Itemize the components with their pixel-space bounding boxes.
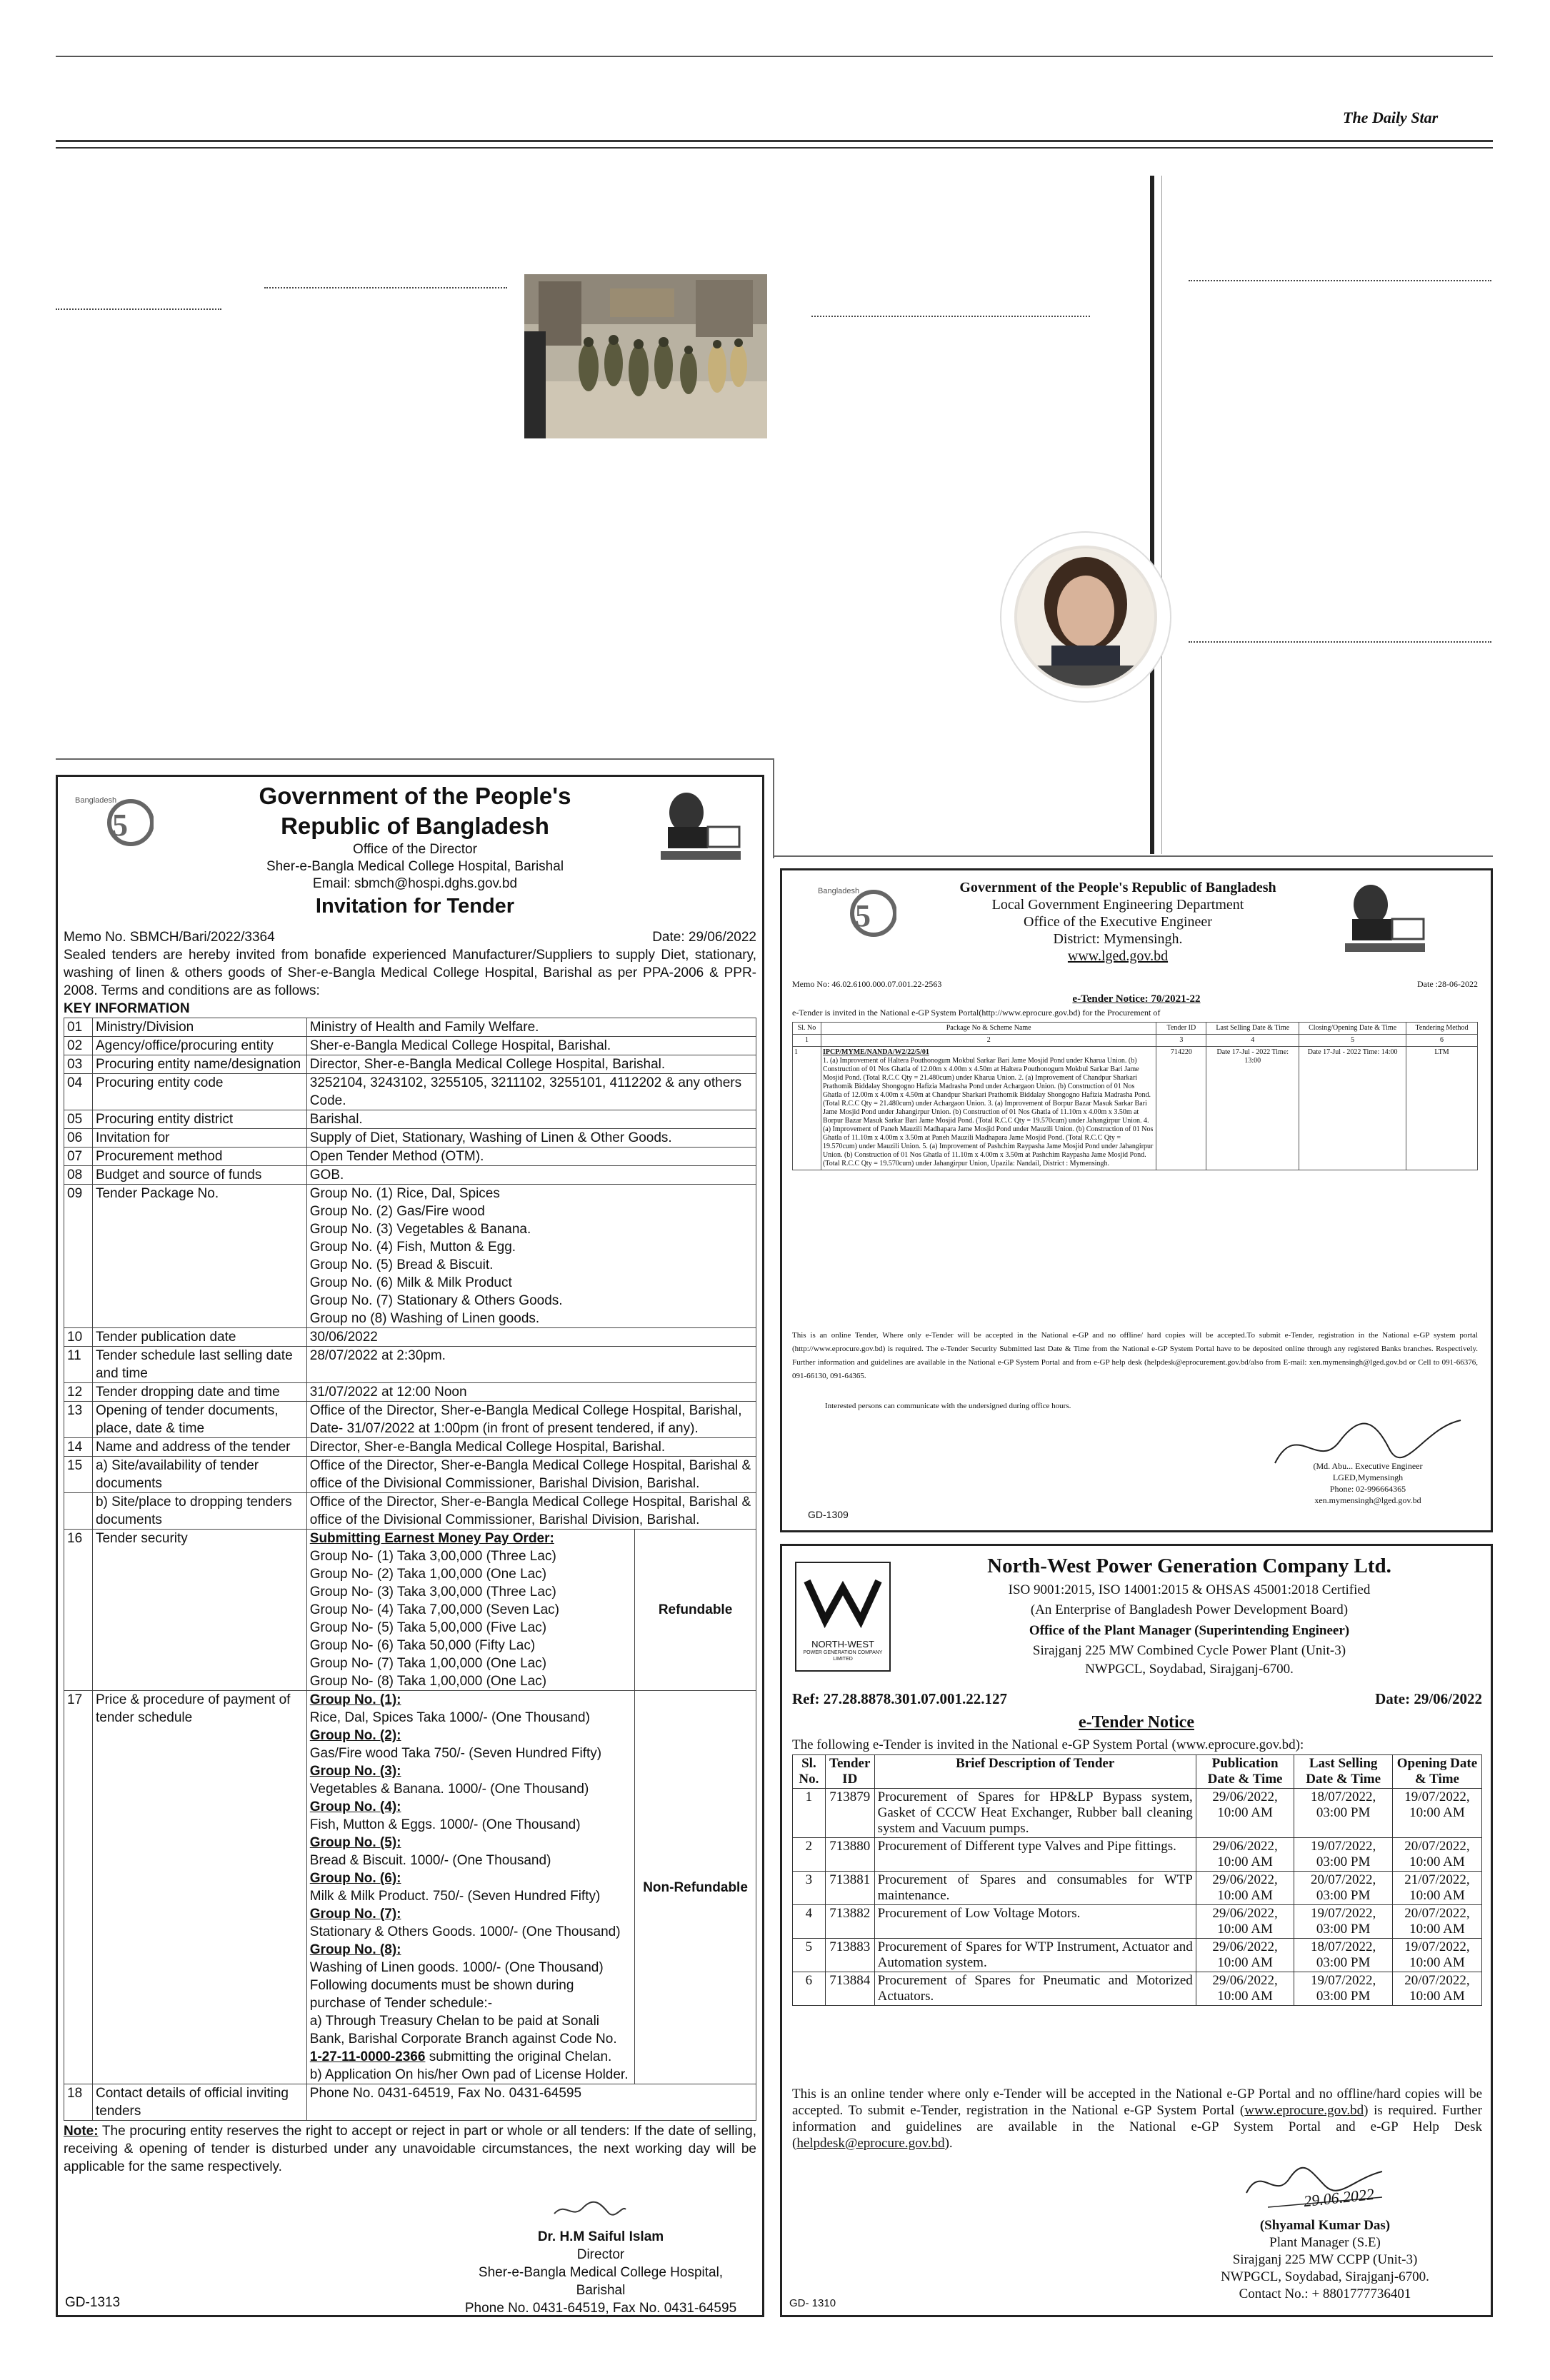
dotted-rule-3 — [811, 316, 1090, 317]
table-row: 13 Opening of tender documents, place, date & time Office of the Director, Sher-e-Bangla Medical College Hospital, Barishal, Date- 31/07/2022 at 1:00pm (in front of present tendered, if any). — [64, 1402, 756, 1438]
price-text: Fish, Mutton & Eggs. 1000/- (One Thousand) — [309, 1817, 581, 1832]
lged-table — [792, 1022, 1478, 1170]
gd-number: GD-1309 — [808, 1509, 849, 1520]
table-row: 12 Tender dropping date and time 31/07/2022 at 12:00 Noon — [64, 1383, 756, 1402]
column-header: Closing/Opening Date & Time — [1299, 1023, 1406, 1035]
table-row: 10 Tender publication date 30/06/2022 — [64, 1328, 756, 1347]
tender-ad-lged: Bangladesh 5 Government of the People's Republic of Bangladesh Local Government Engineering Department Office of the Executive Engineer District: Mymensingh. www.lged.gov.bd Memo No: 46.02.6100.000.07.001.22-2563 Date :28-06-2022 e-Tender Notice: 70/2021-22 e-Tender is invited in the National e-GP System Portal(http://www.eprocure.gov.bd) for the Procurement of Sl. No Package No & Scheme Name Tender ID Last Selling Date & Time Closing/Opening Date & Time Tendering Method 1 2 3 4 5 6 1 IPCP/MYME/NANDA/W2/22/5/01 1. (a) Improvement of Haltera Pouthonogum Mokbul Sarkar Bari Jame Mosjid Pond under Kharua Union. (b) Construction of 01 Nos Ghatla of 12.00m x 4.00m x 4.50m at Haltera Pouthonogum Mokbul Sarkar Bari Jame Mosjid Pond. (Total R.C.C Qty = 21.480cum) under Kharua Union. 2. (a) Improvement of Chandpur Sharkari Prathomik Biddalay Shongogno Hafizia Madrasha Pond under Achargaon Union. (b) Construction of 01 Nos Ghatla of 12.00m x 4.00m x 4.50m at Chandpur Sharkari Prathomik Biddalay Shongogno Hafizia Madrasha Pond. (Total R.C.C Qty = 21.480cum) under Achargaon Union. 3. (a) Improvement of Borpur Bazar Masuk Sarkar Bari Jame Mosjid Pond under Jahangirpur Union. (b) Construction of 01 Nos Ghatla of 11.10m x 4.00m x 3.50m at Borpur Bazar Masuk Sarkar Bari Jame Mosjid Pond. (Total R.C.C Qty = 19.570cum) under Jahangirpur Union. 4. (a) Improvement of Paneh Mauzili Madhapara Jame Mosjid Pond under Mauzili Union. (b) Construction of 01 Nos Ghatla of 11.10m x 4.00m x 3.50m at Paneh Mauzili Madhapara Jame Mosjid Pond. (Total R.C.C Qty = 19.570cum) under Mauzili Union. 5. (a) Improvement of Pashchim Raypasha Jame Mosjid Pond under Jahangirpur Union. (b) Construction of 01 Nos Ghatla of 11.10m x 4.00m x 3.50m at Pashchim Raypasha Jame Mosjid Pond. (Total R.C.C Qty = 19.570cum) under Jahangirpur Union, Upazila: Nandail, District : Mymensingh. 714220 Date 17-Jul - 2022 Time: 13:00 Date 17-Jul - 2022 Time: 14:00 LTM This is an online Tender, Where only e-Tender will be accepted in the National e-GP and no offline/ hard copies will be accepted.To submit e-Tender, registration in the National e-GP system portal (http://www.eprocure.gov.bd) is required. The e-Tender Security Submitted last Date & Time from the National e-GP System Portal have to be deposited online through any registered Banks branches. Respectively. Further information and guidelines are available in the National e-GP System Portal and from e-GP help desk (helpdesk@eprocurement.gov.bd/also from E-mail: xen.mymensingh@lged.gov.bd or Cell to 091-66376, 091-66130, 091-64365. Interested persons can communicate with the undersigned during office hours. (Md. Abu... Executive Engineer LGED,Mymensingh Phone: 02-996664365 xen.mymensingh@lged.gov.bd GD-1309 — [780, 868, 1493, 1532]
key-info-heading: KEY INFORMATION — [64, 1001, 190, 1016]
price-group: Group No. (7): — [309, 1907, 401, 1922]
govt-line1: Government of the People's — [259, 783, 571, 809]
office-line: Office of the Director — [353, 842, 477, 857]
price-text: Vegetables & Banana. 1000/- (One Thousand) — [309, 1782, 589, 1797]
news-photo-street — [524, 274, 767, 438]
column-header: Brief Description of Tender — [874, 1755, 1196, 1789]
column-header: Opening Date & Time — [1392, 1755, 1481, 1789]
non-refundable-label: Non-Refundable — [635, 1691, 756, 2084]
package-item: Group No. (2) Gas/Fire wood — [309, 1204, 485, 1219]
mujib-portrait-icon — [1342, 876, 1428, 955]
price-text: Rice, Dal, Spices Taka 1000/- (One Thousand) — [309, 1710, 590, 1725]
table-row: b) Site/place to dropping tenders documents Office of the Director, Sher-e-Bangla Medical College Hospital, Barishal & office of the Divisional Commissioner, Barishal Division, Barishal. — [64, 1493, 756, 1530]
govt-line2: Republic of Bangladesh — [281, 813, 549, 839]
vertical-divider — [1150, 176, 1154, 854]
price-group: Group No. (2): — [309, 1728, 401, 1743]
refundable-label: Refundable — [635, 1530, 756, 1691]
security-item: Group No- (6) Taka 50,000 (Fifty Lac) — [309, 1638, 536, 1653]
table-row: 03 Procuring entity name/designation Director, Sher-e-Bangla Medical College Hospital, Barishal. — [64, 1055, 756, 1074]
table-row: 08 Budget and source of funds GOB. — [64, 1166, 756, 1185]
table-row: 05 Procuring entity district Barishal. — [64, 1110, 756, 1129]
table-row: 6 713884 Procurement of Spares for Pneumatic and Motorized Actuators. 29/06/2022, 10:00 AM 19/07/2022, 03:00 PM 20/07/2022, 10:00 AM — [793, 1972, 1482, 2006]
table-row: 18 Contact details of official inviting tenders Phone No. 0431-64519, Fax No. 0431-64595 — [64, 2084, 756, 2121]
package-item: Group No. (6) Milk & Milk Product — [309, 1275, 512, 1290]
security-item: Group No- (4) Taka 7,00,000 (Seven Lac) — [309, 1602, 560, 1617]
table-row: 01 Ministry/Division Ministry of Health and Family Welfare. — [64, 1018, 756, 1037]
security-heading: Submitting Earnest Money Pay Order: — [309, 1531, 554, 1546]
dotted-rule-5 — [1189, 641, 1491, 643]
column-header: Package No & Scheme Name — [821, 1023, 1156, 1035]
table-row: 09 Tender Package No. Group No. (1) Rice, Dal, Spices Group No. (2) Gas/Fire wood Group No. (3) Vegetables & Banana. Group No. (4) Fish, Mutton & Egg. Group No. (5) Bread & Biscuit. Group No. (6) Milk & Milk Product Group No. (7) Stationary & Others Goods. Group no (8) Washing of Linen goods. — [64, 1185, 756, 1328]
table-row: 16 Tender security Submitting Earnest Money Pay Order: Group No- (1) Taka 3,00,000 (Three Lac) Group No- (2) Taka 1,00,000 (One Lac) Group No- (3) Taka 3,00,000 (Three Lac) Group No- (4) Taka 7,00,000 (Seven Lac) Group No- (5) Taka 5,00,000 (Five Lac) Group No- (6) Taka 50,000 (Fifty Lac) Group No- (7) Taka 1,00,000 (One Lac) Group No- (8) Taka 1,00,000 (One Lac) Refundable — [64, 1530, 756, 1691]
signatory-name: Dr. H.M Saiful Islam — [537, 2229, 664, 2244]
lged-website: www.lged.gov.bd — [1067, 948, 1169, 964]
svg-text:Bangladesh: Bangladesh — [818, 887, 860, 895]
table-row: 14 Name and address of the tender Director, Sher-e-Bangla Medical College Hospital, Barishal. — [64, 1438, 756, 1457]
column-number: 4 — [1206, 1035, 1299, 1047]
package-item: Group No. (1) Rice, Dal, Spices — [309, 1186, 500, 1201]
package-item: Group No. (4) Fish, Mutton & Egg. — [309, 1240, 516, 1255]
table-row: 02 Agency/office/procuring entity Sher-e-Bangla Medical College Hospital, Barishal. — [64, 1037, 756, 1055]
price-group: Group No. (8): — [309, 1942, 401, 1957]
hospital-line: Sher-e-Bangla Medical College Hospital, Barishal — [266, 859, 564, 874]
price-group: Group No. (6): — [309, 1871, 401, 1886]
bangladesh-50-logo — [818, 878, 896, 942]
column-number: 6 — [1406, 1035, 1478, 1047]
table-row: 3 713881 Procurement of Spares and consumables for WTP maintenance. 29/06/2022, 10:00 AM 20/07/2022, 03:00 PM 21/07/2022, 10:00 AM — [793, 1872, 1482, 1905]
nwpgcl-logo: NORTH-WEST POWER GENERATION COMPANY LIMITED — [795, 1562, 891, 1672]
tender-title: Invitation for Tender — [315, 895, 515, 918]
masthead-rule-2 — [56, 147, 1493, 149]
column-header: Last Selling Date & Time — [1294, 1755, 1393, 1789]
security-item: Group No- (1) Taka 3,00,000 (Three Lac) — [309, 1549, 556, 1564]
price-text: Milk & Milk Product. 750/- (Seven Hundred Fifty) — [309, 1889, 601, 1904]
masthead-rule-1 — [56, 140, 1493, 142]
svg-text:Bangladesh: Bangladesh — [75, 796, 117, 805]
dotted-rule-4 — [1189, 280, 1491, 281]
eprocure-link[interactable]: www.eprocure.gov.bd — [1244, 2103, 1364, 2118]
price-text: Bread & Biscuit. 1000/- (One Thousand) — [309, 1853, 551, 1868]
signature-date: 29.06.2022 — [1302, 2184, 1375, 2211]
email-line: Email: sbmch@hospi.dghs.gov.bd — [312, 876, 518, 891]
column-number: 2 — [821, 1035, 1156, 1047]
ad-vrule — [773, 758, 774, 858]
column-number: 5 — [1299, 1035, 1406, 1047]
table-row: 1 IPCP/MYME/NANDA/W2/22/5/01 1. (a) Improvement of Haltera Pouthonogum Mokbul Sarkar Bari Jame Mosjid Pond under Kharua Union. (b) Construction of 01 Nos Ghatla of 12.00m x 4.00m x 4.50m at Haltera Pouthonogum Mokbul Sarkar Bari Jame Mosjid Pond. (Total R.C.C Qty = 21.480cum) under Kharua Union. 2. (a) Improvement of Chandpur Sharkari Prathomik Biddalay Shongogno Hafizia Madrasha Pond under Achargaon Union. (b) Construction of 01 Nos Ghatla of 12.00m x 4.00m x 4.50m at Chandpur Sharkari Prathomik Biddalay Shongogno Hafizia Madrasha Pond. (Total R.C.C Qty = 21.480cum) under Achargaon Union. 3. (a) Improvement of Borpur Bazar Masuk Sarkar Bari Jame Mosjid Pond under Jahangirpur Union. (b) Construction of 01 Nos Ghatla of 11.10m x 4.00m x 3.50m at Borpur Bazar Masuk Sarkar Bari Jame Mosjid Pond. (Total R.C.C Qty = 19.570cum) under Jahangirpur Union. 4. (a) Improvement of Paneh Mauzili Madhapara Jame Mosjid Pond under Mauzili Union. (b) Construction of 01 Nos Ghatla of 11.10m x 4.00m x 3.50m at Paneh Mauzili Madhapara Jame Mosjid Pond. (Total R.C.C Qty = 19.570cum) under Mauzili Union. 5. (a) Improvement of Pashchim Raypasha Jame Mosjid Pond under Jahangirpur Union. (b) Construction of 01 Nos Ghatla of 11.10m x 4.00m x 3.50m at Pashchim Raypasha Jame Mosjid Pond. (Total R.C.C Qty = 19.570cum) under Jahangirpur Union, Upazila: Nandail, District : Mymensingh. 714220 Date 17-Jul - 2022 Time: 13:00 Date 17-Jul - 2022 Time: 14:00 LTM — [793, 1047, 1478, 1170]
price-text: Washing of Linen goods. 1000/- (One Thousand) — [309, 1960, 604, 1975]
key-info-table — [64, 1018, 756, 2121]
package-item: Group No. (3) Vegetables & Banana. — [309, 1222, 531, 1237]
gd-number: GD-1313 — [65, 2295, 121, 2310]
ad-top-rule-right — [773, 855, 1493, 857]
price-text: Stationary & Others Goods. 1000/- (One Thousand) — [309, 1924, 621, 1939]
tender-ad-sbmch: Bangladesh 5 Government of the People's Republic of Bangladesh Office of the Director Sher-e-Bangla Medical College Hospital, Barishal Email: sbmch@hospi.dghs.gov.bd Invitation for Tender Memo No. SBMCH/Bari/2022/3364 Date: 29/06/2022 Sealed tenders are hereby invited from bonafide experienced Manufacturer/Suppliers to supply Diet, stationary, washing of linen & others goods of Sher-e-Bangla Medical College Hospital, Barishal as per PPA-2006 & PPR-2008. Terms and conditions are as follows: KEY INFORMATION 01 Ministry/Division Ministry of Health and Family Welfare. 02 Agency/office/procuring entity Sher-e-Bangla Medical College Hospital, Barishal. 03 Procuring entity name/designation Director, Sher-e-Bangla Medical College Hospital, Barishal. 04 Procuring entity code 3252104, 3243102, 3255105, 3211102, 3255101, 4112202 & any others Code. 05 Procuring entity district Barishal. 06 Invitation for Supply of Diet, Stationary, Washing of Linen & Other Goods. 07 Procurement method Open Tender Method (OTM). 08 Budget and source of funds GOB. 09 Tender Package No. Group No. (1) Rice, Dal, Spices Group No. (2) Gas/Fire wood Group No. (3) Vegetables & Banana. Group No. (4) Fish, Mutton & Egg. Group No. (5) Bread & Biscuit. Group No. (6) Milk & Milk Product Group No. (7) Stationary & Others Goods. Group no (8) Washing of Linen goods. 10 Tender publication date 30/06/2022 11 Tender schedule last selling date and time 28/07/2022 at 2:30pm. 12 Tender dropping date and time 31/07/2022 at 12:00 Noon 13 Opening of tender documents, place, date & time Office of the Director, Sher-e-Bangla Medical College Hospital, Barishal, Date- 31/07/2022 at 1:00pm (in front of present tendered, if any). 14 Name and address of the tender Director, Sher-e-Bangla Medical College Hospital, Barishal. 15 a) Site/availability of tender documents Office of the Director, Sher-e-Bangla Medical College Hospital, Barishal & office of the Divisional Commissioner, Barishal Division, Barishal. b) Site/place to dropping tenders documents Office of the Director, Sher-e-Bangla Medical College Hospital, Barishal & office of the Divisional Commissioner, Barishal Division, Barishal. 16 Tender security Submitting Earnest Money Pay Order: Group No- (1) Taka 3,00,000 (Three Lac) Group No- (2) Taka 1,00,000 (One Lac) Group No- (3) Taka 3,00,000 (Three Lac) Group No- (4) Taka 7,00,000 (Seven Lac) Group No- (5) Taka 5,00,000 (Five Lac) Group No- (6) Taka 50,000 (Fifty Lac) Group No- (7) Taka 1,00,000 (One Lac) Group No- (8) Taka 1,00,000 (One Lac) Refundable 17 Price & procedure of payment of tender schedule Group No. (1): Rice, Dal, Spices Taka 1000/- (One Thousand) Group No. (2): Gas/Fire wood Taka 750/- (Seven Hundred Fifty) Group No. (3): Vegetables & Banana. 1000/- (One Thousand) Group No. (4): Fish, Mutton & Eggs. 1000/- (One Thousand) Group No. (5): Bread & Biscuit. 1000/- (One Thousand) Group No. (6): Milk & Milk Product. 750/- (Seven Hundred Fifty) Group No. (7): Stationary & Others Goods. 1000/- (One Thousand) Group No. (8): Washing of Linen goods. 1000/- (One Thousand) Following documents must be shown during purchase of Tender schedule:- a) Through Treasury Chelan to be paid at Sonali Bank, Barishal Corporate Branch against Code No. 1-27-11-0000-2366 submitting the original Chelan. b) Application On his/her Own pad of License Holder. Non-Refundable 18 Contact details of official inviting tenders Phone No. 0431-64519, Fax No. 0431-64595 Note: The procuring entity reserves the right to accept or reject in part or whole or all tenders: If the date of selling, receiving & opening of tender is disturbed under any unavoidable circumstances, the next working day will be applicable for the same respectively. Dr. H.M Saiful Islam Director Sher-e-Bangla Medical College Hospital, Barishal Phone No. 0431-64519, Fax No. 0431-64595 GD-1313 — [56, 775, 764, 2317]
memo-no: Memo No. SBMCH/Bari/2022/3364 — [64, 930, 275, 945]
tender-intro: Sealed tenders are hereby invited from bonafide experienced Manufacturer/Suppliers to supply Diet, stationary, washing of linen & others goods of Sher-e-Bangla Medical College Hospital, Barishal as per PPA-2006 & PPR-2008. Terms and conditions are as follows: — [64, 948, 756, 998]
table-row: 1 713879 Procurement of Spares for HP&LP Bypass system, Gasket of CCCW Heat Exchanger, Rubber ball cleaning system and Vacuum pumps. 29/06/2022, 10:00 AM 18/07/2022, 03:00 PM 19/07/2022, 10:00 AM — [793, 1789, 1482, 1838]
column-number: 1 — [793, 1035, 821, 1047]
package-item: Group no (8) Washing of Linen goods. — [309, 1311, 540, 1326]
bangladesh-50-logo — [75, 787, 154, 851]
price-text: Gas/Fire wood Taka 750/- (Seven Hundred Fifty) — [309, 1746, 602, 1761]
ad-top-rule — [56, 758, 773, 760]
portrait-photo-circle — [1001, 533, 1170, 701]
svg-text:5: 5 — [112, 808, 128, 843]
helpdesk-link[interactable]: helpdesk@eprocure.gov.bd — [796, 2136, 945, 2151]
column-header: Last Selling Date & Time — [1206, 1023, 1299, 1035]
column-header: Tender ID — [825, 1755, 874, 1789]
memo-date: Date: 29/06/2022 — [652, 930, 756, 945]
table-row: 11 Tender schedule last selling date and time 28/07/2022 at 2:30pm. — [64, 1347, 756, 1383]
security-item: Group No- (5) Taka 5,00,000 (Five Lac) — [309, 1620, 547, 1635]
price-group: Group No. (1): — [309, 1692, 401, 1707]
column-header: Sl. No. — [793, 1755, 826, 1789]
nwpgcl-table — [792, 1754, 1482, 2006]
note-text: Note: The procuring entity reserves the right to accept or reject in part or whole or all tenders: If the date of selling, receiving & opening of tender is disturbed under any unavoidable circumstances, the next working day will be applicable for the same respectively. — [64, 2124, 756, 2174]
price-group: Group No. (5): — [309, 1835, 401, 1850]
nwpgcl-title: North-West Power Generation Company Ltd. — [987, 1555, 1391, 1577]
security-item: Group No- (3) Taka 3,00,000 (Three Lac) — [309, 1585, 556, 1600]
column-header: Publication Date & Time — [1196, 1755, 1294, 1789]
top-rule — [56, 56, 1493, 57]
gd-number: GD- 1310 — [789, 2297, 836, 2309]
column-number: 3 — [1156, 1035, 1206, 1047]
security-item: Group No- (7) Taka 1,00,000 (One Lac) — [309, 1656, 547, 1671]
table-row: 17 Price & procedure of payment of tender schedule Group No. (1): Rice, Dal, Spices Taka 1000/- (One Thousand) Group No. (2): Gas/Fire wood Taka 750/- (Seven Hundred Fifty) Group No. (3): Vegetables & Banana. 1000/- (One Thousand) Group No. (4): Fish, Mutton & Eggs. 1000/- (One Thousand) Group No. (5): Bread & Biscuit. 1000/- (One Thousand) Group No. (6): Milk & Milk Product. 750/- (Seven Hundred Fifty) Group No. (7): Stationary & Others Goods. 1000/- (One Thousand) Group No. (8): Washing of Linen goods. 1000/- (One Thousand) Following documents must be shown during purchase of Tender schedule:- a) Through Treasury Chelan to be paid at Sonali Bank, Barishal Corporate Branch against Code No. 1-27-11-0000-2366 submitting the original Chelan. b) Application On his/her Own pad of License Holder. Non-Refundable — [64, 1691, 756, 2084]
dotted-rule-1 — [56, 308, 221, 310]
table-row: 2 713880 Procurement of Different type Valves and Pipe fittings. 29/06/2022, 10:00 AM 19/07/2022, 03:00 PM 20/07/2022, 10:00 AM — [793, 1838, 1482, 1872]
price-group: Group No. (4): — [309, 1799, 401, 1814]
table-row: 5 713883 Procurement of Spares for WTP Instrument, Actuator and Automation system. 29/06/2022, 10:00 AM 18/07/2022, 03:00 PM 19/07/2022, 10:00 AM — [793, 1939, 1482, 1972]
package-item: Group No. (7) Stationary & Others Goods. — [309, 1293, 563, 1308]
table-row: 04 Procuring entity code 3252104, 3243102, 3255105, 3211102, 3255101, 4112202 & any others Code. — [64, 1074, 756, 1110]
column-header: Sl. No — [793, 1023, 821, 1035]
mujib-portrait-icon — [658, 784, 744, 863]
package-item: Group No. (5) Bread & Biscuit. — [309, 1257, 494, 1272]
lged-notice-title: e-Tender Notice: 70/2021-22 — [1072, 993, 1201, 1005]
dotted-rule-2 — [264, 287, 507, 288]
column-header: Tendering Method — [1406, 1023, 1478, 1035]
table-row: 07 Procurement method Open Tender Method (OTM). — [64, 1148, 756, 1166]
security-item: Group No- (2) Taka 1,00,000 (One Lac) — [309, 1567, 547, 1582]
signature-scribble — [551, 2198, 629, 2227]
nwpgcl-notice-title: e-Tender Notice — [1079, 1713, 1194, 1732]
security-item: Group No- (8) Taka 1,00,000 (One Lac) — [309, 1674, 547, 1689]
column-header: Tender ID — [1156, 1023, 1206, 1035]
table-row: 06 Invitation for Supply of Diet, Stationary, Washing of Linen & Other Goods. — [64, 1129, 756, 1148]
tender-ad-nwpgcl: NORTH-WEST POWER GENERATION COMPANY LIMITED North-West Power Generation Company Ltd. ISO 9001:2015, ISO 14001:2015 & OHSAS 45001:2018 Certified (An Enterprise of Bangladesh Power Development Board) Office of the Plant Manager (Superintending Engineer) Sirajganj 225 MW Combined Cycle Power Plant (Unit-3) NWPGCL, Soydabad, Sirajganj-6700. Ref: 27.28.8878.301.07.001.22.127 Date: 29/06/2022 e-Tender Notice The following e-Tender is invited in the National e-GP System Portal (www.eprocure.gov.bd): Sl. No. Tender ID Brief Description of Tender Publication Date & Time Last Selling Date & Time Opening Date & Time 1 713879 Procurement of Spares for HP&LP Bypass system, Gasket of CCCW Heat Exchanger, Rubber ball cleaning system and Vacuum pumps. 29/06/2022, 10:00 AM 18/07/2022, 03:00 PM 19/07/2022, 10:00 AM 2 713880 Procurement of Different type Valves and Pipe fittings. 29/06/2022, 10:00 AM 19/07/2022, 03:00 PM 20/07/2022, 10:00 AM 3 713881 Procurement of Spares and consumables for WTP maintenance. 29/06/2022, 10:00 AM 20/07/2022, 03:00 PM 21/07/2022, 10:00 AM 4 713882 Procurement of Low Voltage Motors. 29/06/2022, 10:00 AM 19/07/2022, 03:00 PM 20/07/2022, 10:00 AM 5 713883 Procurement of Spares for WTP Instrument, Actuator and Automation system. 29/06/2022, 10:00 AM 18/07/2022, 03:00 PM 19/07/2022, 10:00 AM 6 713884 Procurement of Spares for Pneumatic and Motorized Actuators. 29/06/2022, 10:00 AM 19/07/2022, 03:00 PM 20/07/2022, 10:00 AM This is an online tender where only e-Tender will be accepted in the National e-GP Portal and no offline/hard copies will be accepted. To submit e-Tender, registration in the National e-GP System Portal (www.eprocure.gov.bd) is required. Further information and guidelines are available in the National e-GP System Portal and e-GP Help Desk (helpdesk@eprocure.gov.bd). 29.06.2022 (Shyamal Kumar Das) Plant Manager (S.E) Sirajganj 225 MW CCPP (Unit-3) NWPGCL, Soydabad, Sirajganj-6700. Contact No.: + 8801777736401 GD- 1310 — [780, 1544, 1493, 2317]
vertical-divider-thin — [1161, 176, 1162, 854]
table-row: 4 713882 Procurement of Low Voltage Motors. 29/06/2022, 10:00 AM 19/07/2022, 03:00 PM 20/07/2022, 10:00 AM — [793, 1905, 1482, 1939]
table-row: 15 a) Site/availability of tender documents Office of the Director, Sher-e-Bangla Medical College Hospital, Barishal & office of the Divisional Commissioner, Barishal Division, Barishal. — [64, 1457, 756, 1493]
masthead-brand: The Daily Star — [1343, 109, 1439, 126]
svg-text:5: 5 — [855, 898, 871, 933]
price-group: Group No. (3): — [309, 1764, 401, 1779]
